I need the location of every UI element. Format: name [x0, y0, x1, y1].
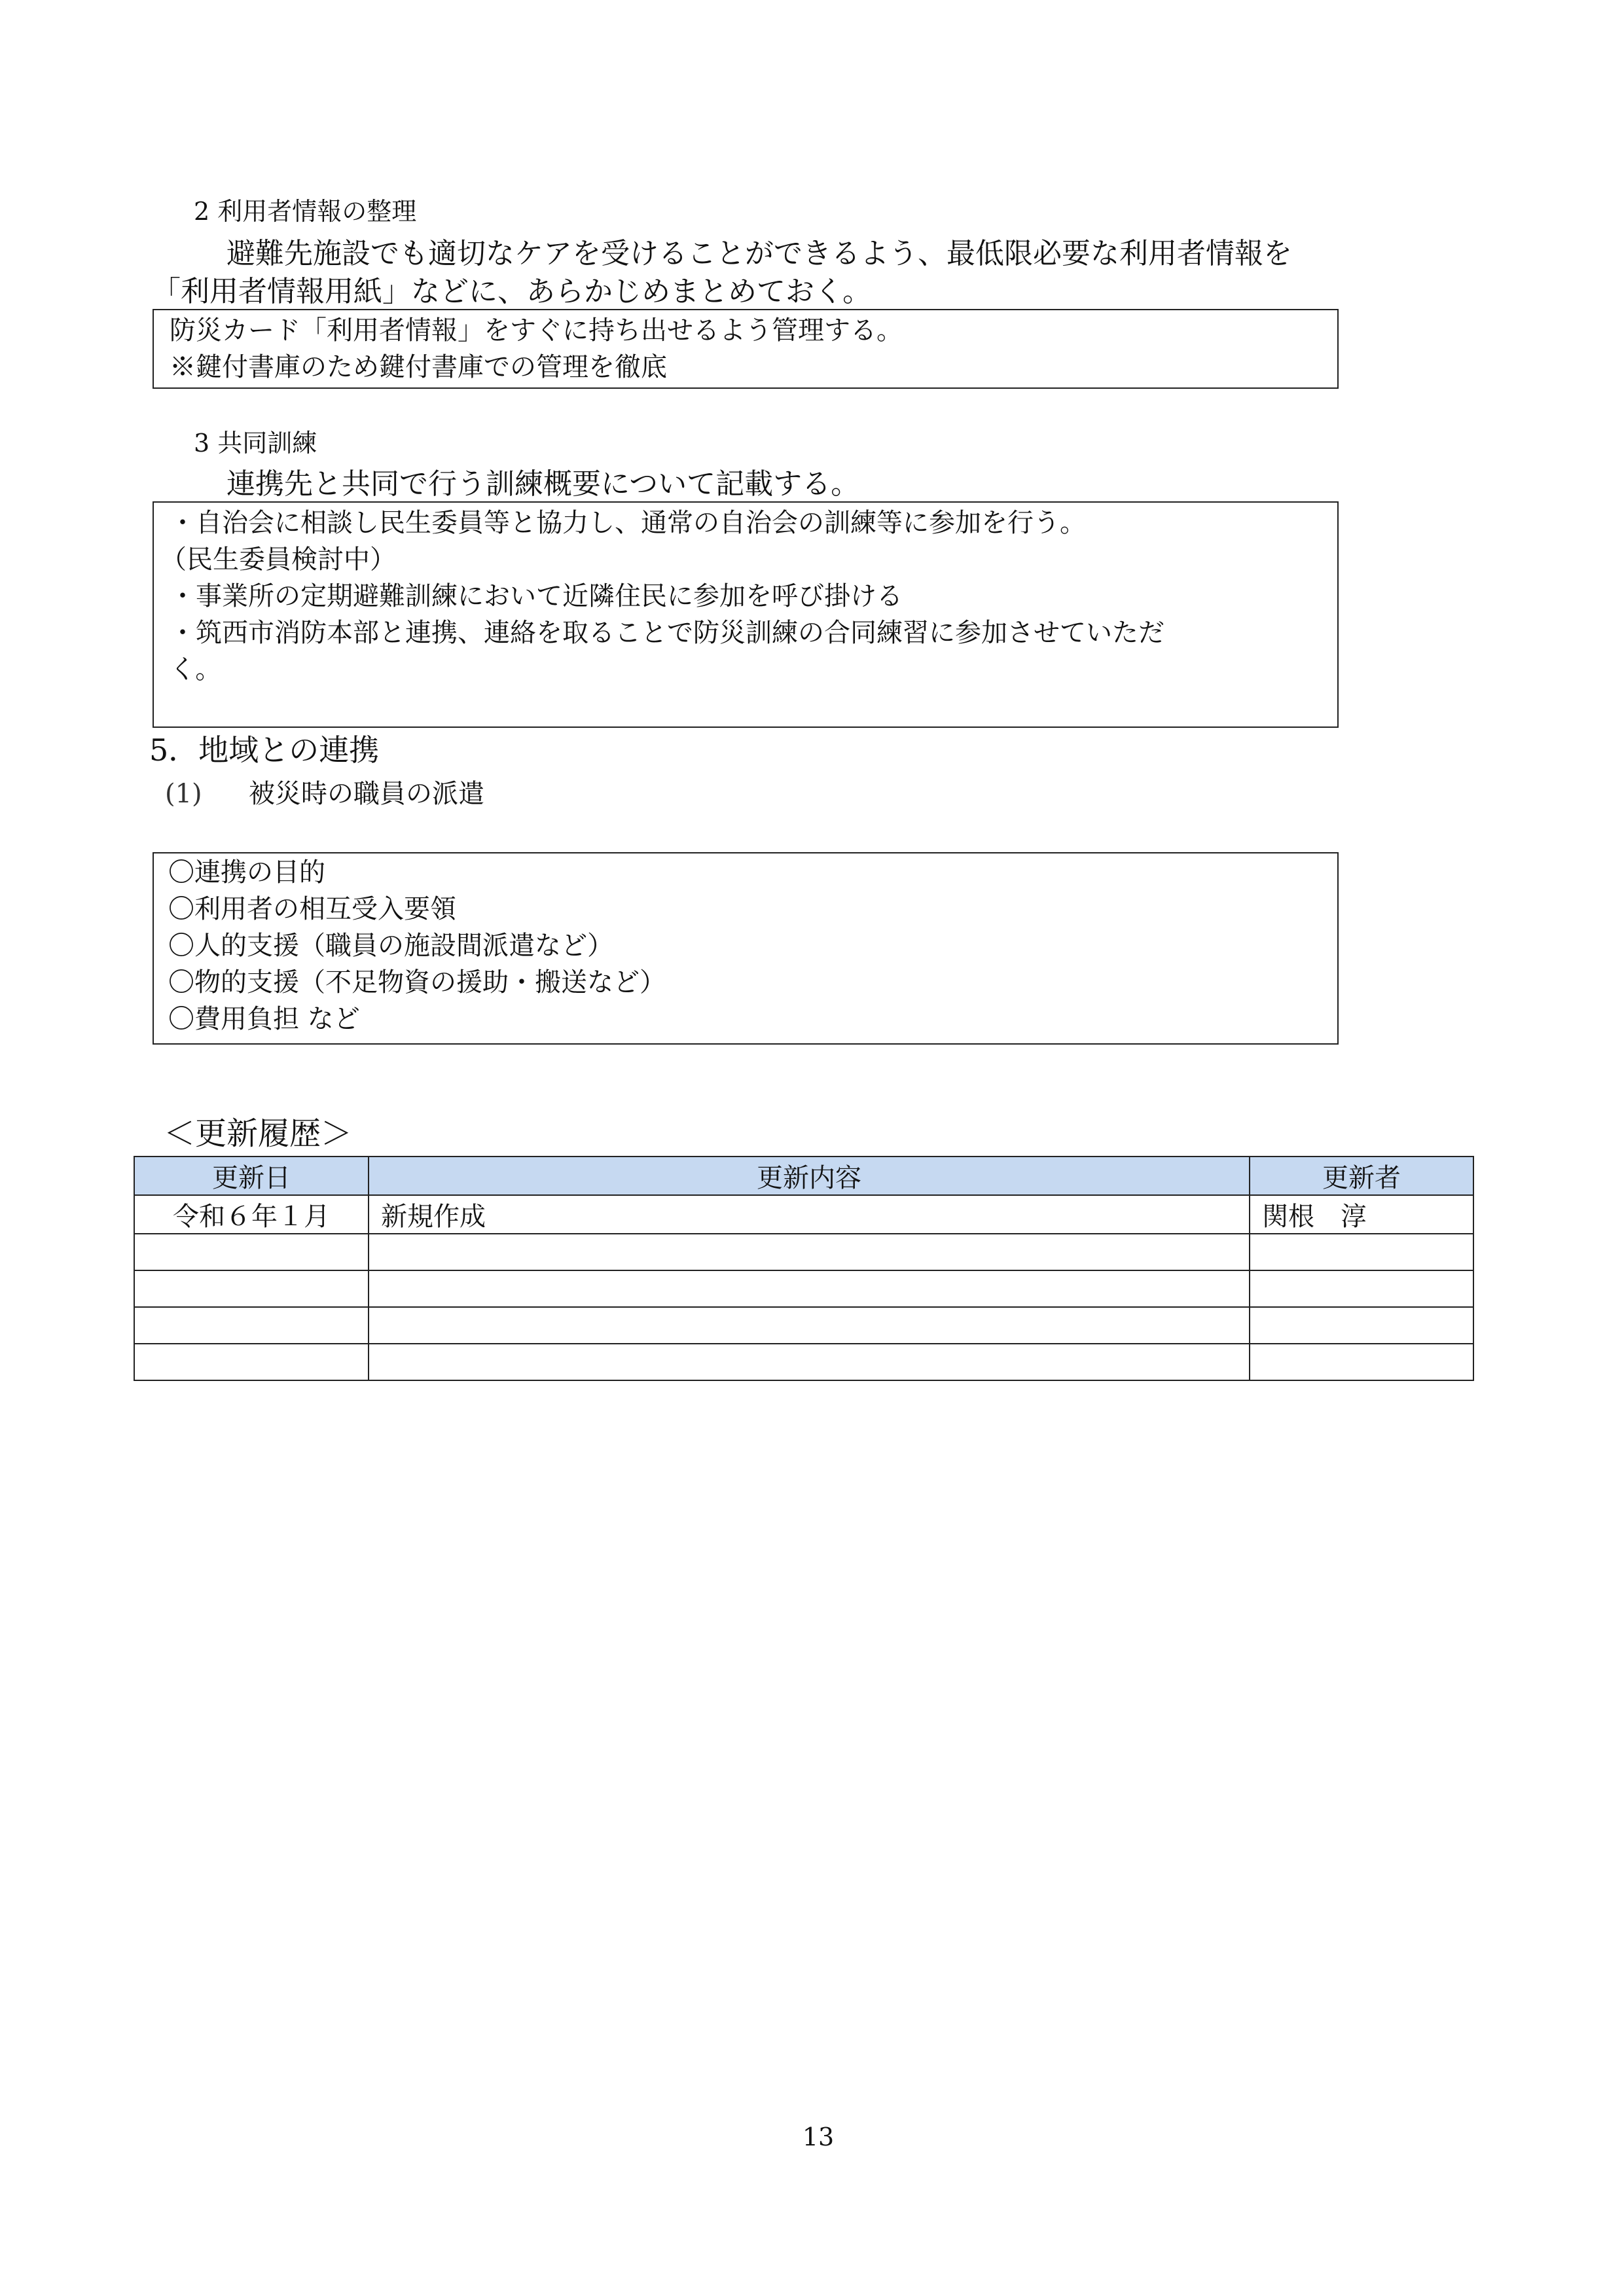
box-line: ※鍵付書庫のため鍵付書庫での管理を徹底	[170, 352, 667, 382]
cell-content	[369, 1234, 1250, 1270]
cell-content: 新規作成	[369, 1195, 1250, 1234]
section-2-body-line2: 「利用者情報用紙」などに、あらかじめまとめておく。	[152, 275, 872, 308]
cell-content	[369, 1307, 1250, 1344]
box-line: 〇連携の目的	[168, 857, 325, 888]
section-3-box	[153, 501, 1339, 728]
cell-date	[134, 1270, 369, 1307]
box-line: （民生委員検討中）	[160, 545, 396, 575]
page-number: 13	[802, 2123, 835, 2151]
box-line: く。	[170, 655, 222, 685]
cell-author: 関根 淳	[1250, 1195, 1473, 1234]
cell-author	[1250, 1307, 1473, 1344]
table-row	[134, 1234, 1473, 1270]
cell-content	[369, 1344, 1250, 1380]
section-2-box	[153, 309, 1339, 389]
table-row	[134, 1270, 1473, 1307]
header-date: 更新日	[134, 1157, 369, 1195]
cell-date	[134, 1344, 369, 1380]
section-3-body: 連携先と共同で行う訓練概要について記載する。	[226, 467, 860, 501]
box-line: 防災カード「利用者情報」をすぐに持ち出せるよう管理する。	[170, 315, 903, 346]
box-line: 〇費用負担 など	[168, 1004, 360, 1034]
cell-content	[369, 1270, 1250, 1307]
subsection-number: (1)	[165, 779, 202, 809]
table-row	[134, 1307, 1473, 1344]
section-3-heading: 3 共同訓練	[194, 429, 317, 457]
table-row	[134, 1344, 1473, 1380]
cell-date	[134, 1234, 369, 1270]
box-line: ・自治会に相談し民生委員等と協力し、通常の自治会の訓練等に参加を行う。	[170, 508, 1086, 538]
box-line: 〇物的支援（不足物資の援助・搬送など）	[168, 967, 666, 997]
section-5-heading: 5．地域との連携	[149, 732, 380, 768]
section-2-heading: 2 利用者情報の整理	[194, 197, 417, 226]
history-table	[134, 1156, 1474, 1381]
subsection-title: 被災時の職員の派遣	[249, 779, 484, 809]
header-author: 更新者	[1250, 1157, 1473, 1195]
cell-author	[1250, 1270, 1473, 1307]
cell-date: 令和６年１月	[134, 1195, 369, 1234]
box-line: 〇利用者の相互受入要領	[168, 894, 456, 924]
table-row	[134, 1195, 1473, 1234]
cell-author	[1250, 1234, 1473, 1270]
history-title: ＜更新履歴＞	[164, 1115, 353, 1152]
cell-author	[1250, 1344, 1473, 1380]
box-line: ・事業所の定期避難訓練において近隣住民に参加を呼び掛ける	[170, 581, 903, 611]
section-2-body-line1: 避難先施設でも適切なケアを受けることができるよう、最低限必要な利用者情報を	[226, 237, 1292, 270]
box-line: ・筑西市消防本部と連携、連絡を取ることで防災訓練の合同練習に参加させていただ	[170, 618, 1164, 648]
section-5-box	[153, 852, 1339, 1045]
cell-date	[134, 1307, 369, 1344]
header-content: 更新内容	[369, 1157, 1250, 1195]
history-header-row	[134, 1157, 1473, 1195]
box-line: 〇人的支援（職員の施設間派遣など）	[168, 931, 613, 961]
